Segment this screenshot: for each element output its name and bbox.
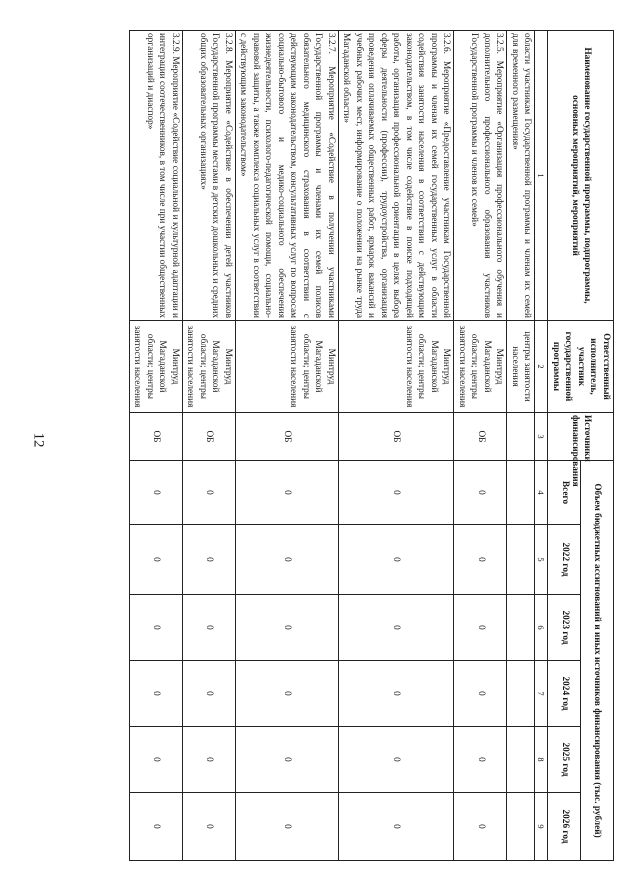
row-value: 0 xyxy=(130,793,183,861)
row-value: 0 xyxy=(236,793,339,861)
table-row xyxy=(339,31,455,861)
row-source xyxy=(507,413,535,461)
row-value: 0 xyxy=(454,461,507,525)
row-value xyxy=(507,661,535,727)
row-value: 0 xyxy=(454,661,507,727)
row-value: 0 xyxy=(183,661,236,727)
row-executor: Минтруд Магаданской области; центры занятости населения xyxy=(183,321,236,413)
row-value: 0 xyxy=(130,595,183,661)
header-total: Всего xyxy=(548,461,581,525)
column-number: 2 xyxy=(535,321,548,413)
row-value: 0 xyxy=(339,661,455,727)
header-name: Наименование государственной программы, подпрограммы, основных мероприятий, мероприятий xyxy=(548,31,614,321)
column-number: 1 xyxy=(535,31,548,321)
table-row xyxy=(507,31,535,861)
header-year: 2023 год xyxy=(548,595,581,661)
header-source: Источники финансирования xyxy=(548,413,614,461)
row-executor: Минтруд Магаданской области; центры занятости населения xyxy=(236,321,339,413)
row-value: 0 xyxy=(183,595,236,661)
row-value: 0 xyxy=(183,793,236,861)
row-value: 0 xyxy=(454,793,507,861)
row-value: 0 xyxy=(130,461,183,525)
row-value: 0 xyxy=(130,727,183,793)
row-name: 3.2.6. Мероприятие «Предоставление участникам Государственной программы и членам их семей государственных услуг в области содействия занятости населения в соответствии с действующим законодательством, в том числе содействие в поиске подходящей работы, организация профессиональной ориентации в целях выбора сферы деятельности (профессии), трудоустройства, организация проведения оплачиваемых общественных работ, ярмарок вакансий и учебных рабочих мест, информирование о положении на рынке труда Магаданской области» xyxy=(339,31,455,321)
row-value: 0 xyxy=(236,525,339,595)
column-number: 6 xyxy=(535,595,548,661)
row-value xyxy=(507,595,535,661)
row-source: ОБ xyxy=(183,413,236,461)
row-executor: Минтруд Магаданской области; центры занятости населения xyxy=(454,321,507,413)
row-source: ОБ xyxy=(236,413,339,461)
rotated-table-container xyxy=(94,30,614,860)
column-number-row xyxy=(535,31,548,861)
row-source: ОБ xyxy=(454,413,507,461)
row-value: 0 xyxy=(454,727,507,793)
header-year: 2025 год xyxy=(548,727,581,793)
row-value: 0 xyxy=(183,461,236,525)
table-row xyxy=(130,31,183,861)
row-name: 3.2.7. Мероприятие «Содействие в получении участниками Государственной программы и членами их семей полисов обязательного медицинского страхования в соответствии с действующим законодательством, консультативных услуг по вопросам социально-бытового и медико-социального обеспечения жизнедеятельности, психолого-педагогической помощи, социально-правовой защиты, а также комплекса социальных услуг в соответствии с действующим законодательством» xyxy=(236,31,339,321)
row-value: 0 xyxy=(339,525,455,595)
row-executor: Минтруд Магаданской области; центры занятости населения xyxy=(130,321,183,413)
header-year: 2026 год xyxy=(548,793,581,861)
row-value: 0 xyxy=(183,525,236,595)
row-value: 0 xyxy=(236,661,339,727)
row-value: 0 xyxy=(454,595,507,661)
table-row xyxy=(236,31,339,861)
row-executor: центры занятости населения xyxy=(507,321,535,413)
row-name: 3.2.8. Мероприятие «Содействие в обеспечении детей участников Государственной программы местами в детских дошкольных и средних общих образовательных организациях» xyxy=(183,31,236,321)
row-value: 0 xyxy=(183,727,236,793)
row-value: 0 xyxy=(236,461,339,525)
table-row xyxy=(183,31,236,861)
row-value: 0 xyxy=(339,727,455,793)
row-value: 0 xyxy=(339,461,455,525)
header-row-top xyxy=(581,31,614,861)
row-value: 0 xyxy=(339,595,455,661)
column-number: 9 xyxy=(535,793,548,861)
row-name: 3.2.9. Мероприятие «Содействие социальной и культурной адаптации и интеграции соотечественников, в том числе при участии общественных организаций и диаспор» xyxy=(130,31,183,321)
row-source: ОБ xyxy=(339,413,455,461)
header-executor: Ответственный исполнитель, участник государственной программы xyxy=(548,321,614,413)
row-value: 0 xyxy=(130,525,183,595)
row-value: 0 xyxy=(130,661,183,727)
row-executor: Минтруд Магаданской области; центры занятости населения xyxy=(339,321,455,413)
row-value: 0 xyxy=(236,727,339,793)
row-value: 0 xyxy=(454,525,507,595)
row-value xyxy=(507,525,535,595)
row-value xyxy=(507,461,535,525)
column-number: 4 xyxy=(535,461,548,525)
row-name: 3.2.5. Мероприятие «Организация профессионального обучения и дополнительного профессионального образования участников Государственной программы и членов их семей» xyxy=(454,31,507,321)
row-source: ОБ xyxy=(130,413,183,461)
row-value: 0 xyxy=(236,595,339,661)
header-funding-group: Объем бюджетных ассигнований и иных источников финансирования (тыс. рублей) xyxy=(581,461,614,861)
row-name: области участникам Государственной программы и членам их семей для временного размещения» xyxy=(507,31,535,321)
row-value: 0 xyxy=(339,793,455,861)
page-number: 12 xyxy=(30,432,47,448)
column-number: 8 xyxy=(535,727,548,793)
header-year: 2022 год xyxy=(548,525,581,595)
row-value xyxy=(507,793,535,861)
column-number: 3 xyxy=(535,413,548,461)
table-row xyxy=(454,31,507,861)
column-number: 5 xyxy=(535,525,548,595)
row-value xyxy=(507,727,535,793)
funding-table xyxy=(129,30,614,861)
header-year: 2024 год xyxy=(548,661,581,727)
column-number: 7 xyxy=(535,661,548,727)
